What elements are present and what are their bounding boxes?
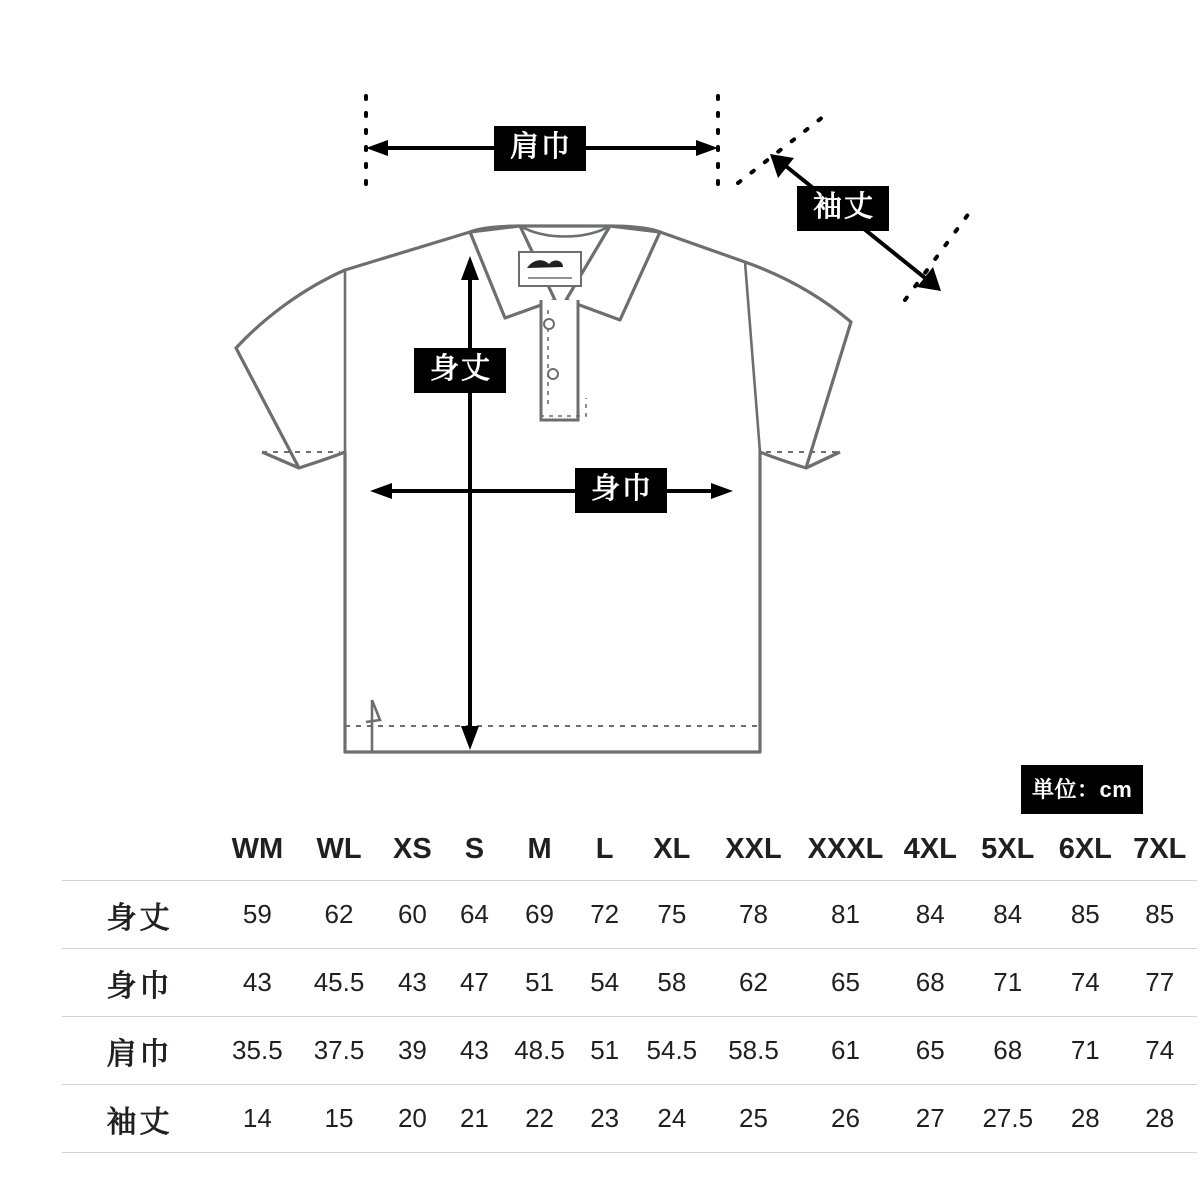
cell-body-length-5xl: 84 [993, 899, 1023, 929]
cell-body-width-l: 54 [590, 967, 620, 997]
col-header-xxl: XXL [709, 818, 798, 881]
cell-body-length-xxl: 78 [739, 899, 768, 929]
col-header-xs: XS [380, 818, 444, 881]
label-shoulder-width: 肩巾 [494, 126, 586, 171]
cell-shoulder-width-wm: 35.5 [232, 1035, 283, 1065]
col-header-l: L [575, 818, 635, 881]
cell-body-length-4xl: 84 [915, 899, 945, 929]
row-header-shoulder-width: 肩巾 [106, 1037, 173, 1071]
cell-body-length-xs: 60 [397, 899, 427, 929]
cell-shoulder-width-5xl: 68 [993, 1035, 1023, 1065]
cell-sleeve-length-s: 21 [459, 1103, 489, 1133]
table-row [62, 1017, 1197, 1085]
row-header-body-length: 身丈 [106, 901, 173, 935]
col-header-m: M [504, 818, 574, 881]
unit-badge: 単位：cm [1021, 765, 1143, 814]
cell-body-width-7xl: 77 [1145, 967, 1175, 997]
label-body-width: 身巾 [575, 468, 667, 513]
cell-sleeve-length-4xl: 27 [915, 1103, 945, 1133]
table-row [62, 949, 1197, 1017]
col-header-7xl: 7XL [1123, 818, 1198, 881]
cell-shoulder-width-xxl: 58.5 [728, 1035, 779, 1065]
cell-shoulder-width-xl: 54.5 [646, 1035, 698, 1065]
cell-body-length-wm: 59 [242, 899, 272, 929]
cell-body-width-xs: 43 [397, 967, 427, 997]
cell-sleeve-length-xl: 24 [657, 1103, 687, 1133]
cell-sleeve-length-wm: 14 [242, 1103, 272, 1133]
cell-body-length-m: 69 [525, 899, 554, 929]
cell-body-width-s: 47 [459, 967, 489, 997]
cell-body-width-wm: 43 [242, 967, 272, 997]
table-header-row [62, 818, 1197, 881]
cell-shoulder-width-xxxl: 61 [831, 1035, 860, 1065]
table-row [62, 1085, 1197, 1153]
col-header-6xl: 6XL [1048, 818, 1122, 881]
cell-sleeve-length-xxxl: 26 [831, 1103, 860, 1133]
size-table-wrapper [0, 818, 1200, 1153]
col-header-xxxl: XXXL [798, 818, 893, 881]
cell-body-width-xxl: 62 [739, 967, 768, 997]
cell-shoulder-width-m: 48.5 [514, 1035, 565, 1065]
size-table [62, 818, 1197, 1153]
cell-sleeve-length-wl: 15 [324, 1103, 354, 1133]
label-body-length: 身丈 [414, 348, 506, 393]
row-header-sleeve-length: 袖丈 [106, 1105, 173, 1139]
cell-body-length-s: 64 [459, 899, 489, 929]
cell-shoulder-width-4xl: 65 [915, 1035, 945, 1065]
cell-body-width-wl: 45.5 [313, 967, 365, 997]
cell-sleeve-length-xs: 20 [397, 1103, 427, 1133]
table-corner-cell [62, 818, 217, 881]
cell-body-width-4xl: 68 [915, 967, 945, 997]
col-header-xl: XL [635, 818, 709, 881]
table-row [62, 881, 1197, 949]
cell-shoulder-width-xs: 39 [397, 1035, 427, 1065]
cell-body-length-6xl: 85 [1070, 899, 1100, 929]
cell-body-width-5xl: 71 [993, 967, 1023, 997]
row-header-body-width: 身巾 [106, 969, 173, 1003]
cell-body-width-m: 51 [525, 967, 554, 997]
label-sleeve-length: 袖丈 [797, 186, 889, 231]
cell-shoulder-width-wl: 37.5 [313, 1035, 365, 1065]
cell-shoulder-width-l: 51 [590, 1035, 620, 1065]
cell-sleeve-length-7xl: 28 [1145, 1103, 1175, 1133]
cell-body-width-xl: 58 [657, 967, 687, 997]
cell-sleeve-length-l: 23 [590, 1103, 620, 1133]
cell-sleeve-length-5xl: 27.5 [982, 1103, 1034, 1133]
col-header-wl: WL [298, 818, 381, 881]
cell-body-length-l: 72 [590, 899, 620, 929]
cell-shoulder-width-6xl: 71 [1070, 1035, 1100, 1065]
col-header-wm: WM [217, 818, 298, 881]
cell-body-width-6xl: 74 [1070, 967, 1100, 997]
cell-body-length-xxxl: 81 [831, 899, 860, 929]
cell-body-length-7xl: 85 [1145, 899, 1175, 929]
col-header-s: S [444, 818, 504, 881]
col-header-4xl: 4XL [893, 818, 967, 881]
cell-body-width-xxxl: 65 [831, 967, 860, 997]
cell-sleeve-length-m: 22 [525, 1103, 554, 1133]
cell-sleeve-length-6xl: 28 [1070, 1103, 1100, 1133]
cell-body-length-xl: 75 [657, 899, 687, 929]
cell-shoulder-width-7xl: 74 [1145, 1035, 1175, 1065]
cell-body-length-wl: 62 [324, 899, 354, 929]
cell-shoulder-width-s: 43 [459, 1035, 489, 1065]
col-header-5xl: 5XL [967, 818, 1048, 881]
cell-sleeve-length-xxl: 25 [739, 1103, 768, 1133]
